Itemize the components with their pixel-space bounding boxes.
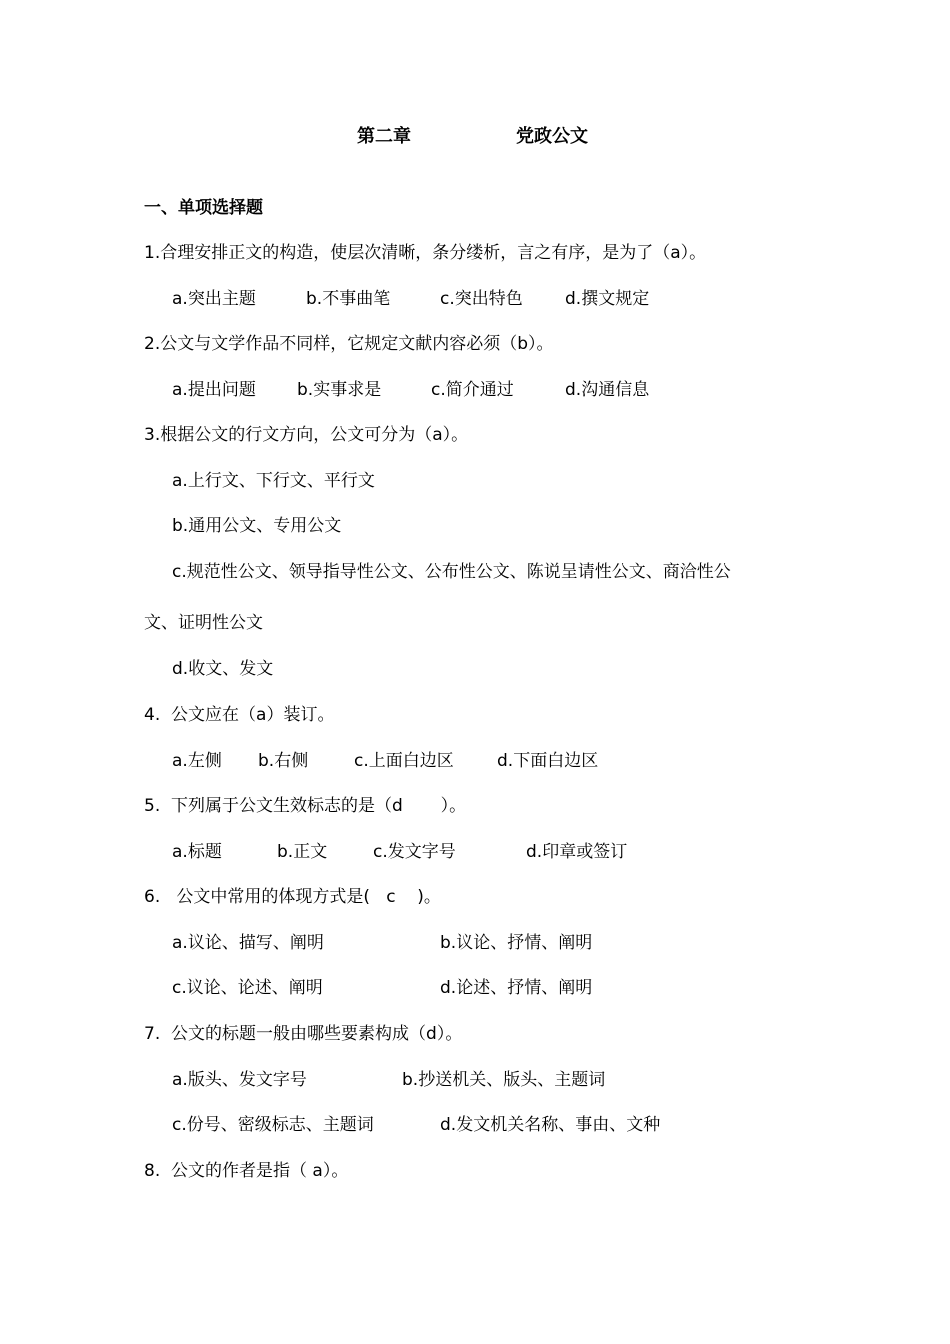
question-5: 5. 下列属于公文生效标志的是（d ）。 [144, 796, 467, 816]
q7-option-c: c.份号、密级标志、主题词 [172, 1115, 374, 1135]
q6-option-b: b.议论、抒情、阐明 [440, 933, 593, 953]
q3-option-c: c.规范性公文、领导指导性公文、公布性公文、陈说呈请性公文、商洽性公 [172, 562, 731, 582]
chapter-title: 党政公文 [516, 126, 588, 147]
q2-option-c: c.简介通过 [431, 380, 514, 400]
q5-option-a: a.标题 [172, 842, 222, 862]
q4-option-d: d.下面白边区 [497, 751, 599, 771]
question-1: 1.合理安排正文的构造，使层次清晰，条分缕析，言之有序，是为了（a）。 [144, 243, 707, 263]
question-8: 8. 公文的作者是指（ a）。 [144, 1161, 349, 1181]
q6-option-c: c.议论、论述、阐明 [172, 978, 323, 998]
q1-option-a: a.突出主题 [172, 289, 256, 309]
q7-option-a: a.版头、发文字号 [172, 1070, 307, 1090]
question-2: 2.公文与文学作品不同样，它规定文献内容必须（b）。 [144, 334, 554, 354]
question-4: 4. 公文应在（a）装订。 [144, 705, 335, 725]
section-heading: 一、单项选择题 [144, 198, 263, 218]
q3-option-b: b.通用公文、专用公文 [172, 516, 342, 536]
q6-option-d: d.论述、抒情、阐明 [440, 978, 593, 998]
q4-option-a: a.左侧 [172, 751, 222, 771]
question-7: 7. 公文的标题一般由哪些要素构成（d）。 [144, 1024, 463, 1044]
chapter-number: 第二章 [357, 126, 411, 147]
q6-option-a: a.议论、描写、阐明 [172, 933, 324, 953]
q3-option-a: a.上行文、下行文、平行文 [172, 471, 375, 491]
q3-option-c-continued: 文、证明性公文 [144, 613, 263, 633]
q1-option-b: b.不事曲笔 [306, 289, 391, 309]
question-3: 3.根据公文的行文方向，公文可分为（a）。 [144, 425, 469, 445]
q3-option-d: d.收文、发文 [172, 659, 274, 679]
q4-option-c: c.上面白边区 [354, 751, 454, 771]
q7-option-d: d.发文机关名称、事由、文种 [440, 1115, 661, 1135]
q1-option-c: c.突出特色 [440, 289, 523, 309]
q2-option-b: b.实事求是 [297, 380, 382, 400]
q2-option-d: d.沟通信息 [565, 380, 650, 400]
q4-option-b: b.右侧 [258, 751, 309, 771]
q5-option-b: b.正文 [277, 842, 328, 862]
q5-option-c: c.发文字号 [373, 842, 456, 862]
q1-option-d: d.撰文规定 [565, 289, 650, 309]
q7-option-b: b.抄送机关、版头、主题词 [402, 1070, 606, 1090]
q2-option-a: a.提出问题 [172, 380, 256, 400]
question-6: 6. 公文中常用的体现方式是( c )。 [144, 887, 441, 907]
q5-option-d: d.印章或签订 [526, 842, 628, 862]
